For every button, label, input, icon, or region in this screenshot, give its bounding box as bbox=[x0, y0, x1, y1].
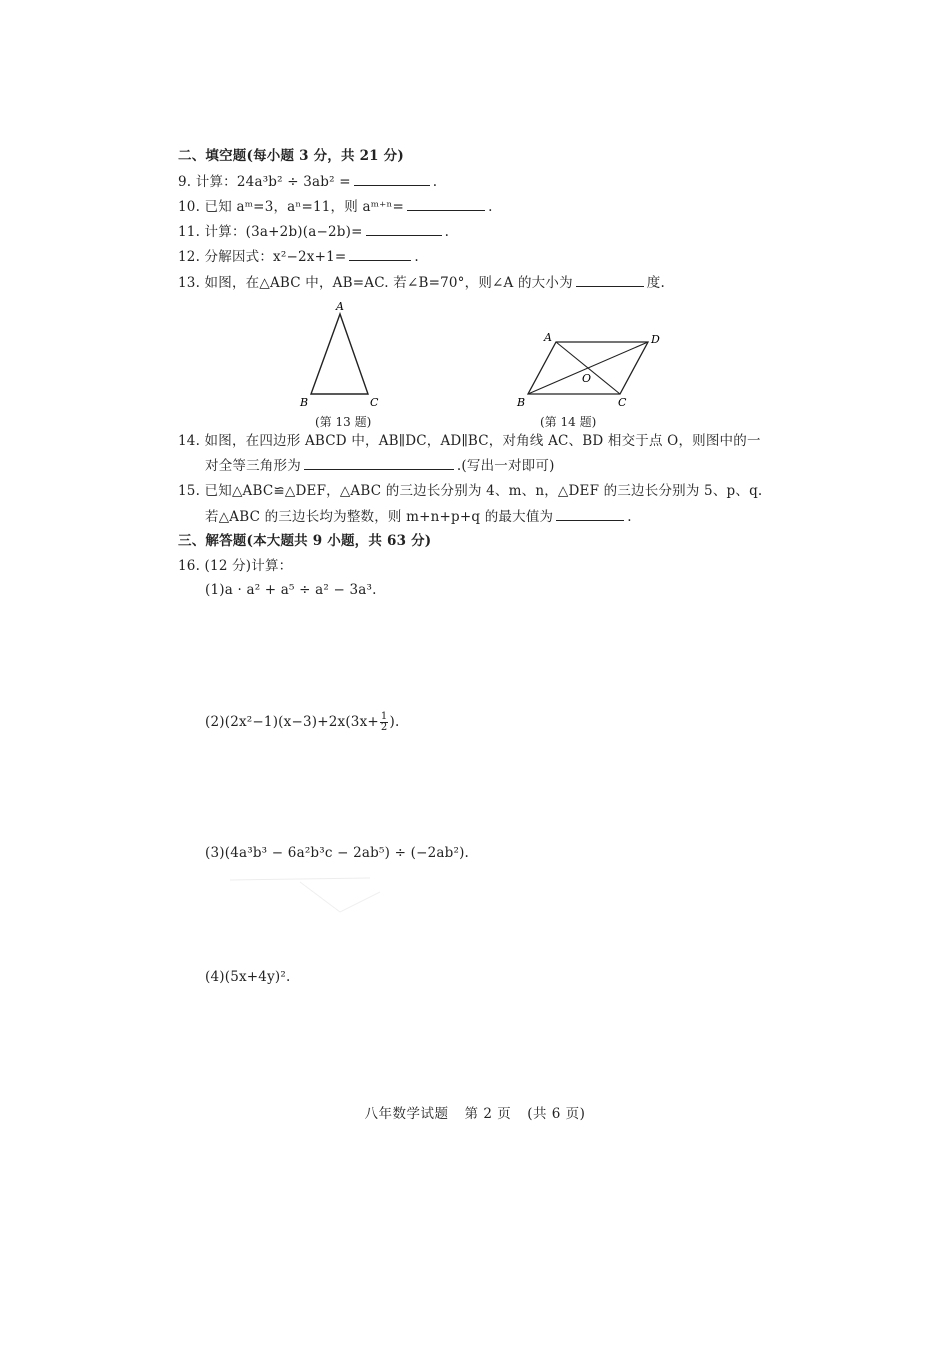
answer-blank-15[interactable] bbox=[556, 506, 624, 521]
q15-text: 若△ABC 的三边长均为整数，则 m+n+p+q 的最大值为 bbox=[205, 509, 554, 525]
answer-blank-14[interactable] bbox=[304, 455, 454, 470]
question-16: 16. (12 分)计算： bbox=[178, 558, 293, 574]
fraction-denominator: 2 bbox=[380, 722, 388, 733]
p2-end: ). bbox=[389, 714, 400, 730]
question-12 bbox=[178, 246, 419, 267]
diagonal-bd bbox=[528, 342, 648, 394]
problem-16-1: (1)a · a² + a⁵ ÷ a² − 3a³. bbox=[205, 582, 377, 598]
triangle-abc bbox=[311, 314, 368, 394]
question-14-line2 bbox=[205, 455, 555, 476]
footer-total: (共 6 页) bbox=[527, 1106, 586, 1122]
q12-end: . bbox=[414, 249, 419, 265]
answer-blank-11[interactable] bbox=[366, 221, 442, 236]
q13-text: 13. 如图，在△ABC 中，AB=AC. 若∠B=70°，则∠A 的大小为 bbox=[178, 275, 573, 291]
figure-13-caption: (第 13 题) bbox=[315, 415, 372, 429]
section3-heading: 三、解答题(本大题共 9 小题，共 63 分) bbox=[178, 533, 432, 549]
answer-blank-10[interactable] bbox=[407, 196, 485, 211]
vertex-d-label: D bbox=[651, 333, 660, 346]
question-14-line1: 14. 如图，在四边形 ABCD 中，AB∥DC，AD∥BC，对角线 AC、BD 相交于点 O，则图中的一 bbox=[178, 433, 761, 449]
q15-end: . bbox=[627, 509, 632, 525]
q10-text: 10. 已知 aᵐ=3，aⁿ=11，则 aᵐ⁺ⁿ= bbox=[178, 199, 405, 215]
footer-title: 八年数学试题 bbox=[364, 1106, 449, 1122]
question-10 bbox=[178, 196, 493, 217]
q9-end: . bbox=[432, 174, 438, 190]
q11-text: 11. 计算：(3a+2b)(a−2b)= bbox=[178, 224, 363, 240]
q11-end: . bbox=[444, 224, 450, 240]
figure-13-triangle bbox=[292, 298, 392, 416]
p2-text: (2)(2x²−1)(x−3)+2x(3x+ bbox=[205, 714, 379, 730]
problem-16-4: (4)(5x+4y)². bbox=[205, 969, 291, 985]
fraction-numerator: 1 bbox=[380, 711, 388, 722]
q9-text: 9. 计算：24a³b² ÷ 3ab² = bbox=[178, 174, 351, 190]
answer-blank-12[interactable] bbox=[349, 246, 411, 261]
q14-text: 对全等三角形为 bbox=[205, 458, 301, 474]
footer-page: 第 2 页 bbox=[464, 1106, 512, 1122]
vertex-a-label: A bbox=[544, 331, 552, 344]
vertex-c-label: C bbox=[618, 396, 627, 409]
question-11 bbox=[178, 221, 449, 242]
q12-text: 12. 分解因式：x²−2x+1= bbox=[178, 249, 347, 265]
center-o-label: O bbox=[582, 372, 592, 385]
figure-14-caption: (第 14 题) bbox=[540, 415, 597, 429]
bleed-through-mark bbox=[230, 872, 400, 942]
section2-heading: 二、填空题(每小题 3 分，共 21 分) bbox=[178, 148, 404, 164]
q14-end: .(写出一对即可) bbox=[456, 458, 555, 474]
question-9 bbox=[178, 171, 437, 192]
vertex-b-label: B bbox=[300, 396, 309, 409]
question-15-line2 bbox=[205, 506, 632, 527]
figure-14-parallelogram bbox=[510, 328, 670, 413]
question-15-line1: 15. 已知△ABC≌△DEF，△ABC 的三边长分别为 4、m、n，△DEF 的三边长分别为 5、p、q. bbox=[178, 483, 763, 499]
vertex-b-label: B bbox=[517, 396, 526, 409]
page-footer bbox=[0, 1102, 950, 1122]
question-13 bbox=[178, 272, 665, 293]
problem-16-3: (3)(4a³b³ − 6a²b³c − 2ab⁵) ÷ (−2ab²). bbox=[205, 845, 470, 861]
answer-blank-9[interactable] bbox=[354, 171, 430, 186]
q13-end: 度. bbox=[646, 275, 665, 291]
vertex-a-label: A bbox=[336, 300, 344, 313]
problem-16-2 bbox=[205, 709, 399, 735]
fraction-one-half bbox=[380, 712, 389, 733]
vertex-c-label: C bbox=[370, 396, 379, 409]
q10-end: . bbox=[488, 199, 493, 215]
answer-blank-13[interactable] bbox=[576, 272, 644, 287]
